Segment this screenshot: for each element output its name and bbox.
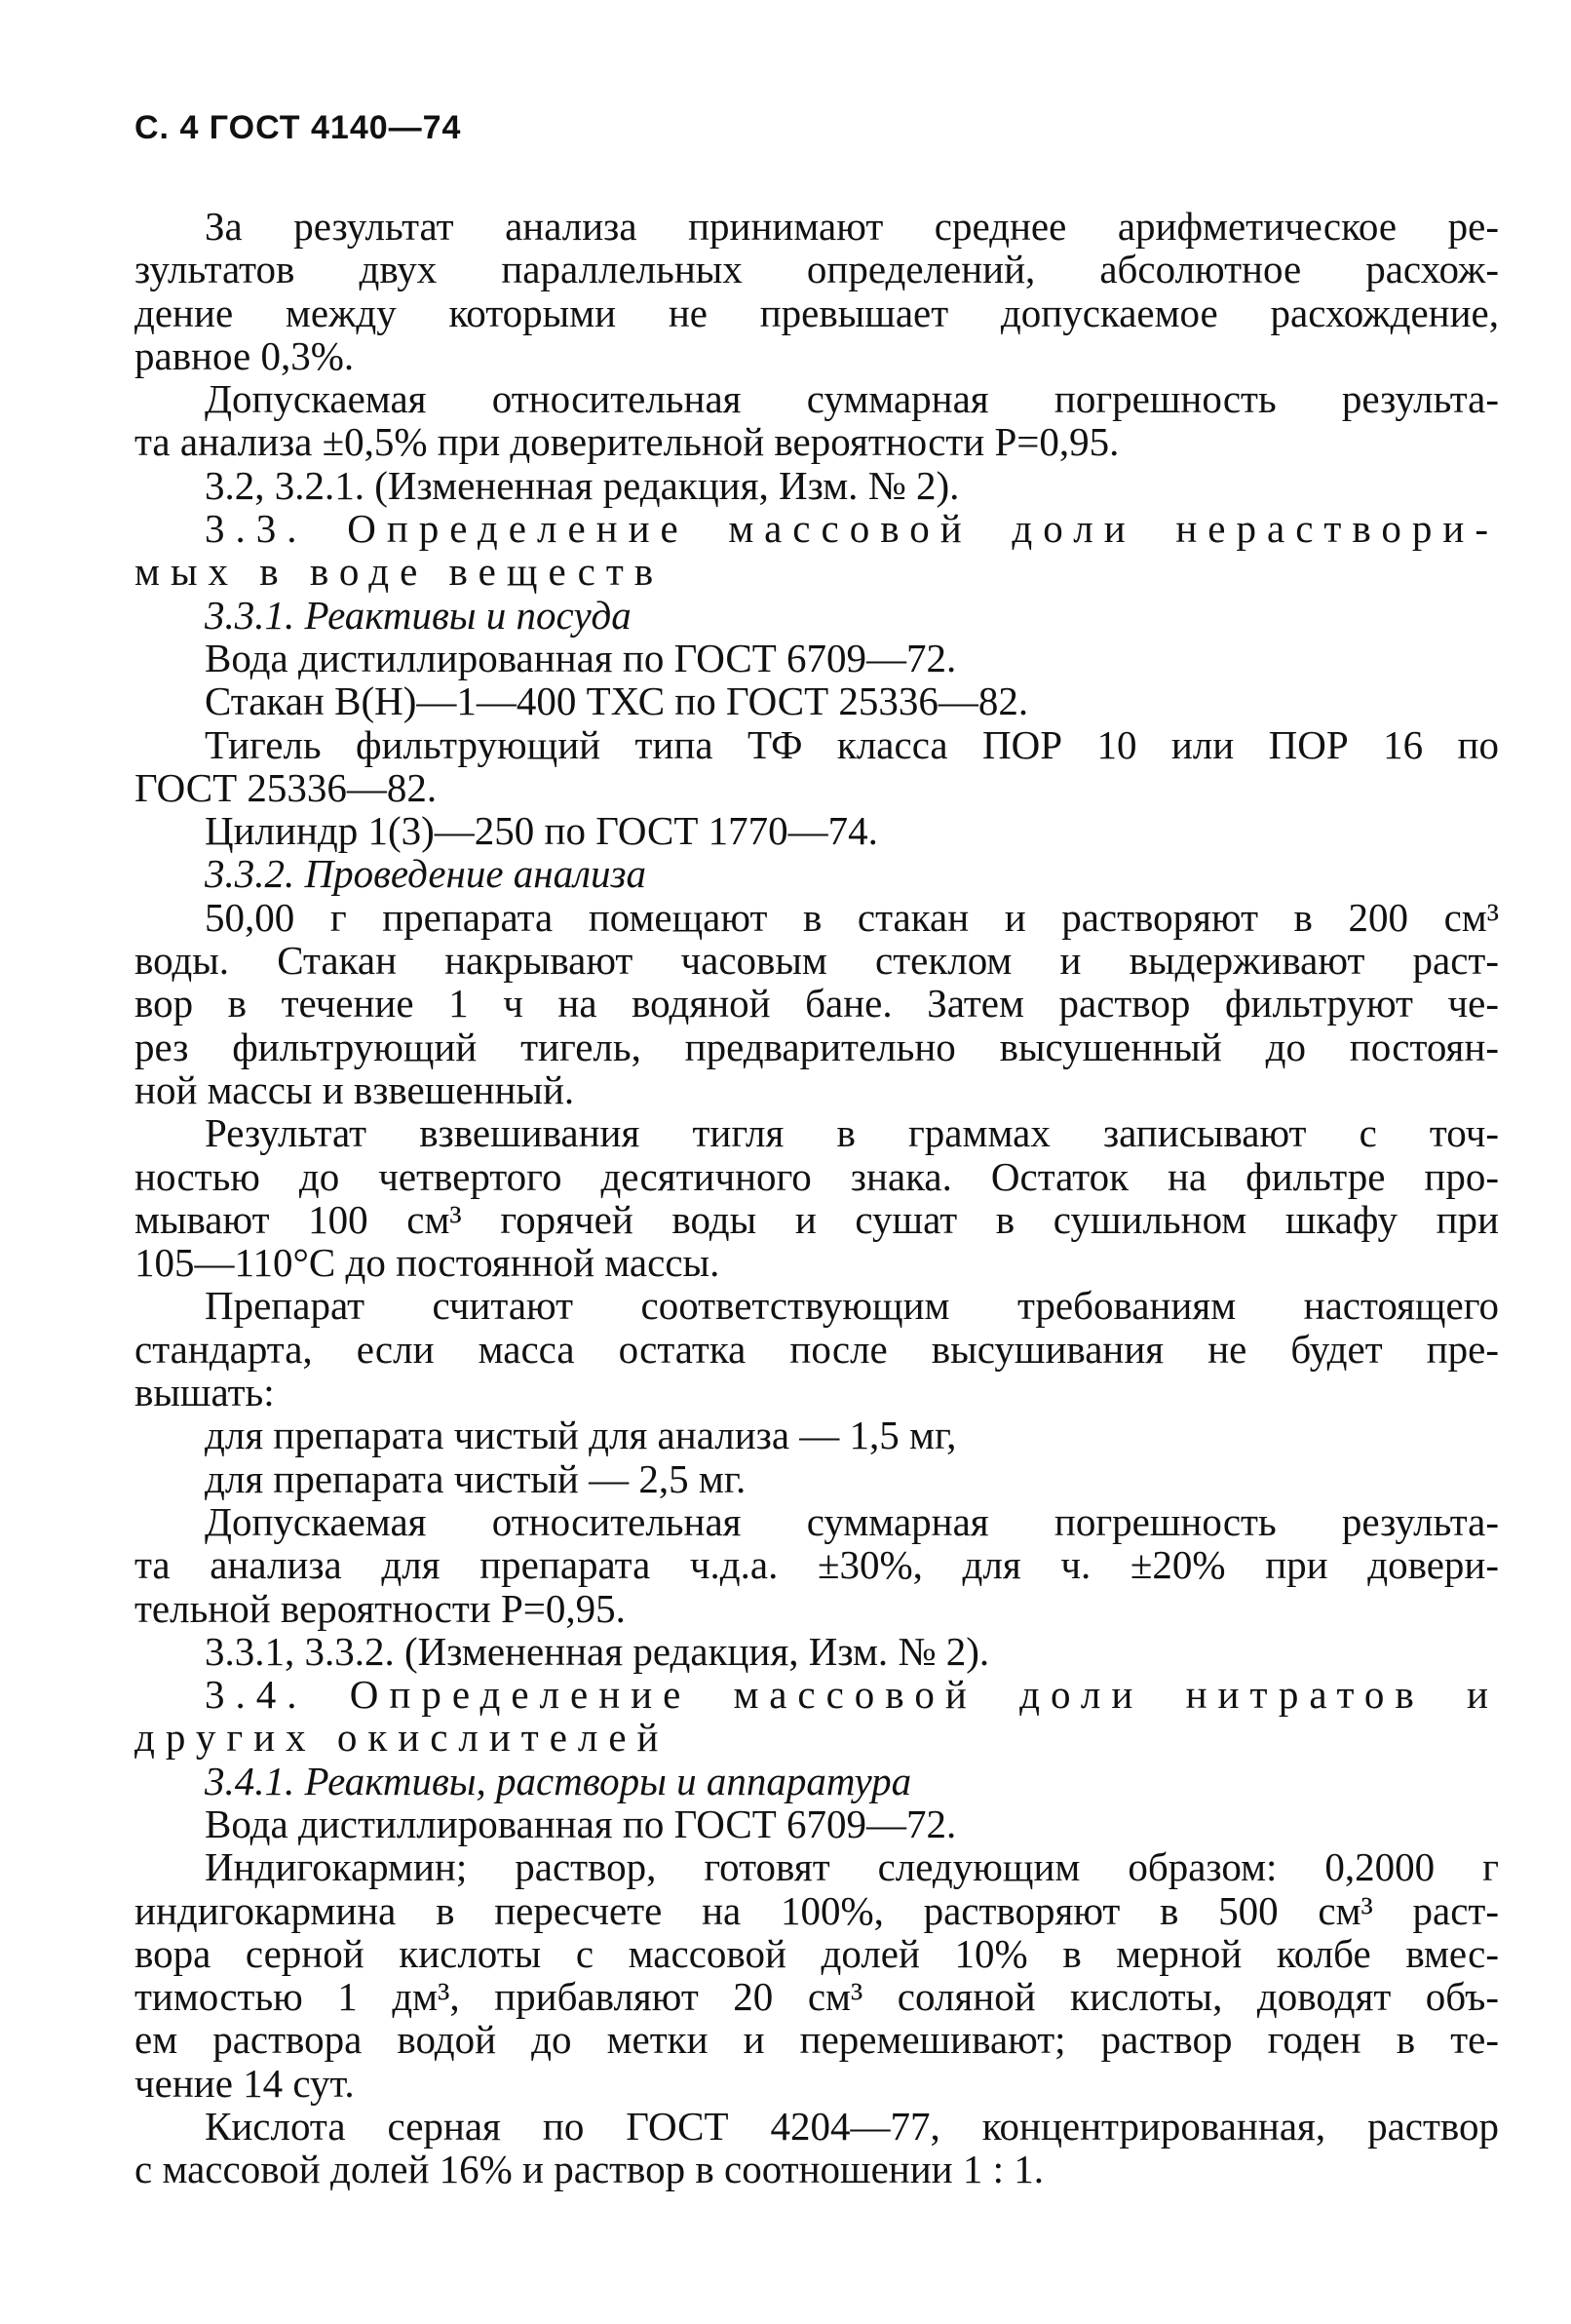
text-line: индигокармина в пересчете на 100%, растворяют в 500 см³ раст- bbox=[134, 1887, 1499, 1933]
text-line: Индигокармин; раствор, готовят следующим образом: 0,2000 г bbox=[205, 1844, 1499, 1890]
text-line: зультатов двух параллельных определений, абсолютное расхож- bbox=[134, 247, 1499, 292]
text-line: вора серной кислоты с массовой долей 10% в мерной колбе вмес- bbox=[134, 1930, 1499, 1976]
text-line: тельной вероятности P=0,95. bbox=[134, 1585, 626, 1631]
text-line: равное 0,3%. bbox=[134, 332, 355, 378]
text-line: для препарата чистый — 2,5 мг. bbox=[205, 1455, 747, 1501]
text-line: с массовой долей 16% и раствор в соотношении 1 : 1. bbox=[134, 2147, 1044, 2192]
text-line: 105—110°С до постоянной массы. bbox=[134, 1240, 720, 1286]
text-line: воды. Стакан накрывают часовым стеклом и выдерживают раст- bbox=[134, 938, 1499, 984]
document-body bbox=[134, 205, 1499, 2191]
text-line: та анализа для препарата ч.д.а. ±30%, для ч. ±20% при довери- bbox=[134, 1542, 1499, 1588]
text-line: Кислота серная по ГОСТ 4204—77, концентрированная, раствор bbox=[205, 2104, 1499, 2150]
text-line: 3.3.2. Проведение анализа bbox=[205, 851, 647, 897]
text-line: 3.3.1, 3.3.2. (Измененная редакция, Изм. № 2). bbox=[205, 1628, 990, 1674]
text-line: 50,00 г препарата помещают в стакан и растворяют в 200 см³ bbox=[205, 894, 1499, 940]
text-line: Вода дистиллированная по ГОСТ 6709—72. bbox=[205, 635, 957, 680]
text-line: Цилиндр 1(3)—250 по ГОСТ 1770—74. bbox=[205, 808, 878, 854]
text-line: рез фильтрующий тигель, предварительно высушенный до постоян- bbox=[134, 1024, 1499, 1069]
text-line: 3.4. Определение массовой доли нитратов и bbox=[205, 1672, 1499, 1718]
text-line: Допускаемая относительная суммарная погрешность результа- bbox=[205, 376, 1499, 422]
text-line: ем раствора водой до метки и перемешивают; раствор годен в те- bbox=[134, 2017, 1499, 2063]
text-line: 3.3. Определение массовой доли нераствори- bbox=[205, 506, 1499, 552]
text-line: та анализа ±0,5% при доверительной вероятности P=0,95. bbox=[134, 419, 1120, 465]
text-line: ГОСТ 25336—82. bbox=[134, 764, 438, 810]
text-line: Результат взвешивания тигля в граммах записывают с точ- bbox=[205, 1110, 1499, 1156]
text-line: мых в воде веществ bbox=[134, 549, 665, 595]
text-line: ностью до четвертого десятичного знака. Остаток на фильтре про- bbox=[134, 1153, 1499, 1199]
text-line: вор в течение 1 ч на водяной бане. Затем раствор фильтруют че- bbox=[134, 981, 1499, 1026]
text-line: чение 14 сут. bbox=[134, 2060, 355, 2106]
text-line: ной массы и взвешенный. bbox=[134, 1066, 575, 1112]
text-line: Препарат считают соответствующим требованиям настоящего bbox=[205, 1283, 1499, 1329]
text-line: стандарта, если масса остатка после высушивания не будет пре- bbox=[134, 1326, 1499, 1372]
text-line: Допускаемая относительная суммарная погрешность результа- bbox=[205, 1498, 1499, 1544]
text-line: для препарата чистый для анализа — 1,5 мг, bbox=[205, 1413, 957, 1458]
text-line: тимостью 1 дм³, прибавляют 20 см³ соляной кислоты, доводят объ- bbox=[134, 1974, 1499, 2020]
text-line: вышать: bbox=[134, 1370, 275, 1415]
text-line: 3.4.1. Реактивы, растворы и аппаратура bbox=[205, 1758, 912, 1803]
text-line: За результат анализа принимают среднее арифметическое ре- bbox=[205, 204, 1499, 249]
text-line: Стакан В(Н)—1—400 ТХС по ГОСТ 25336—82. bbox=[205, 678, 1029, 724]
text-line: других окислителей bbox=[134, 1715, 670, 1761]
text-line: дение между которыми не превышает допускаемое расхождение, bbox=[134, 290, 1499, 335]
text-line: 3.2, 3.2.1. (Измененная редакция, Изм. № 2). bbox=[205, 462, 960, 508]
text-line: мывают 100 см³ горячей воды и сушат в сушильном шкафу при bbox=[134, 1196, 1499, 1242]
page-header: С. 4 ГОСТ 4140—74 bbox=[134, 109, 462, 146]
text-line: Тигель фильтрующий типа ТФ класса ПОР 10 или ПОР 16 по bbox=[205, 721, 1499, 767]
text-line: Вода дистиллированная по ГОСТ 6709—72. bbox=[205, 1801, 957, 1846]
text-line: 3.3.1. Реактивы и посуда bbox=[205, 592, 632, 638]
